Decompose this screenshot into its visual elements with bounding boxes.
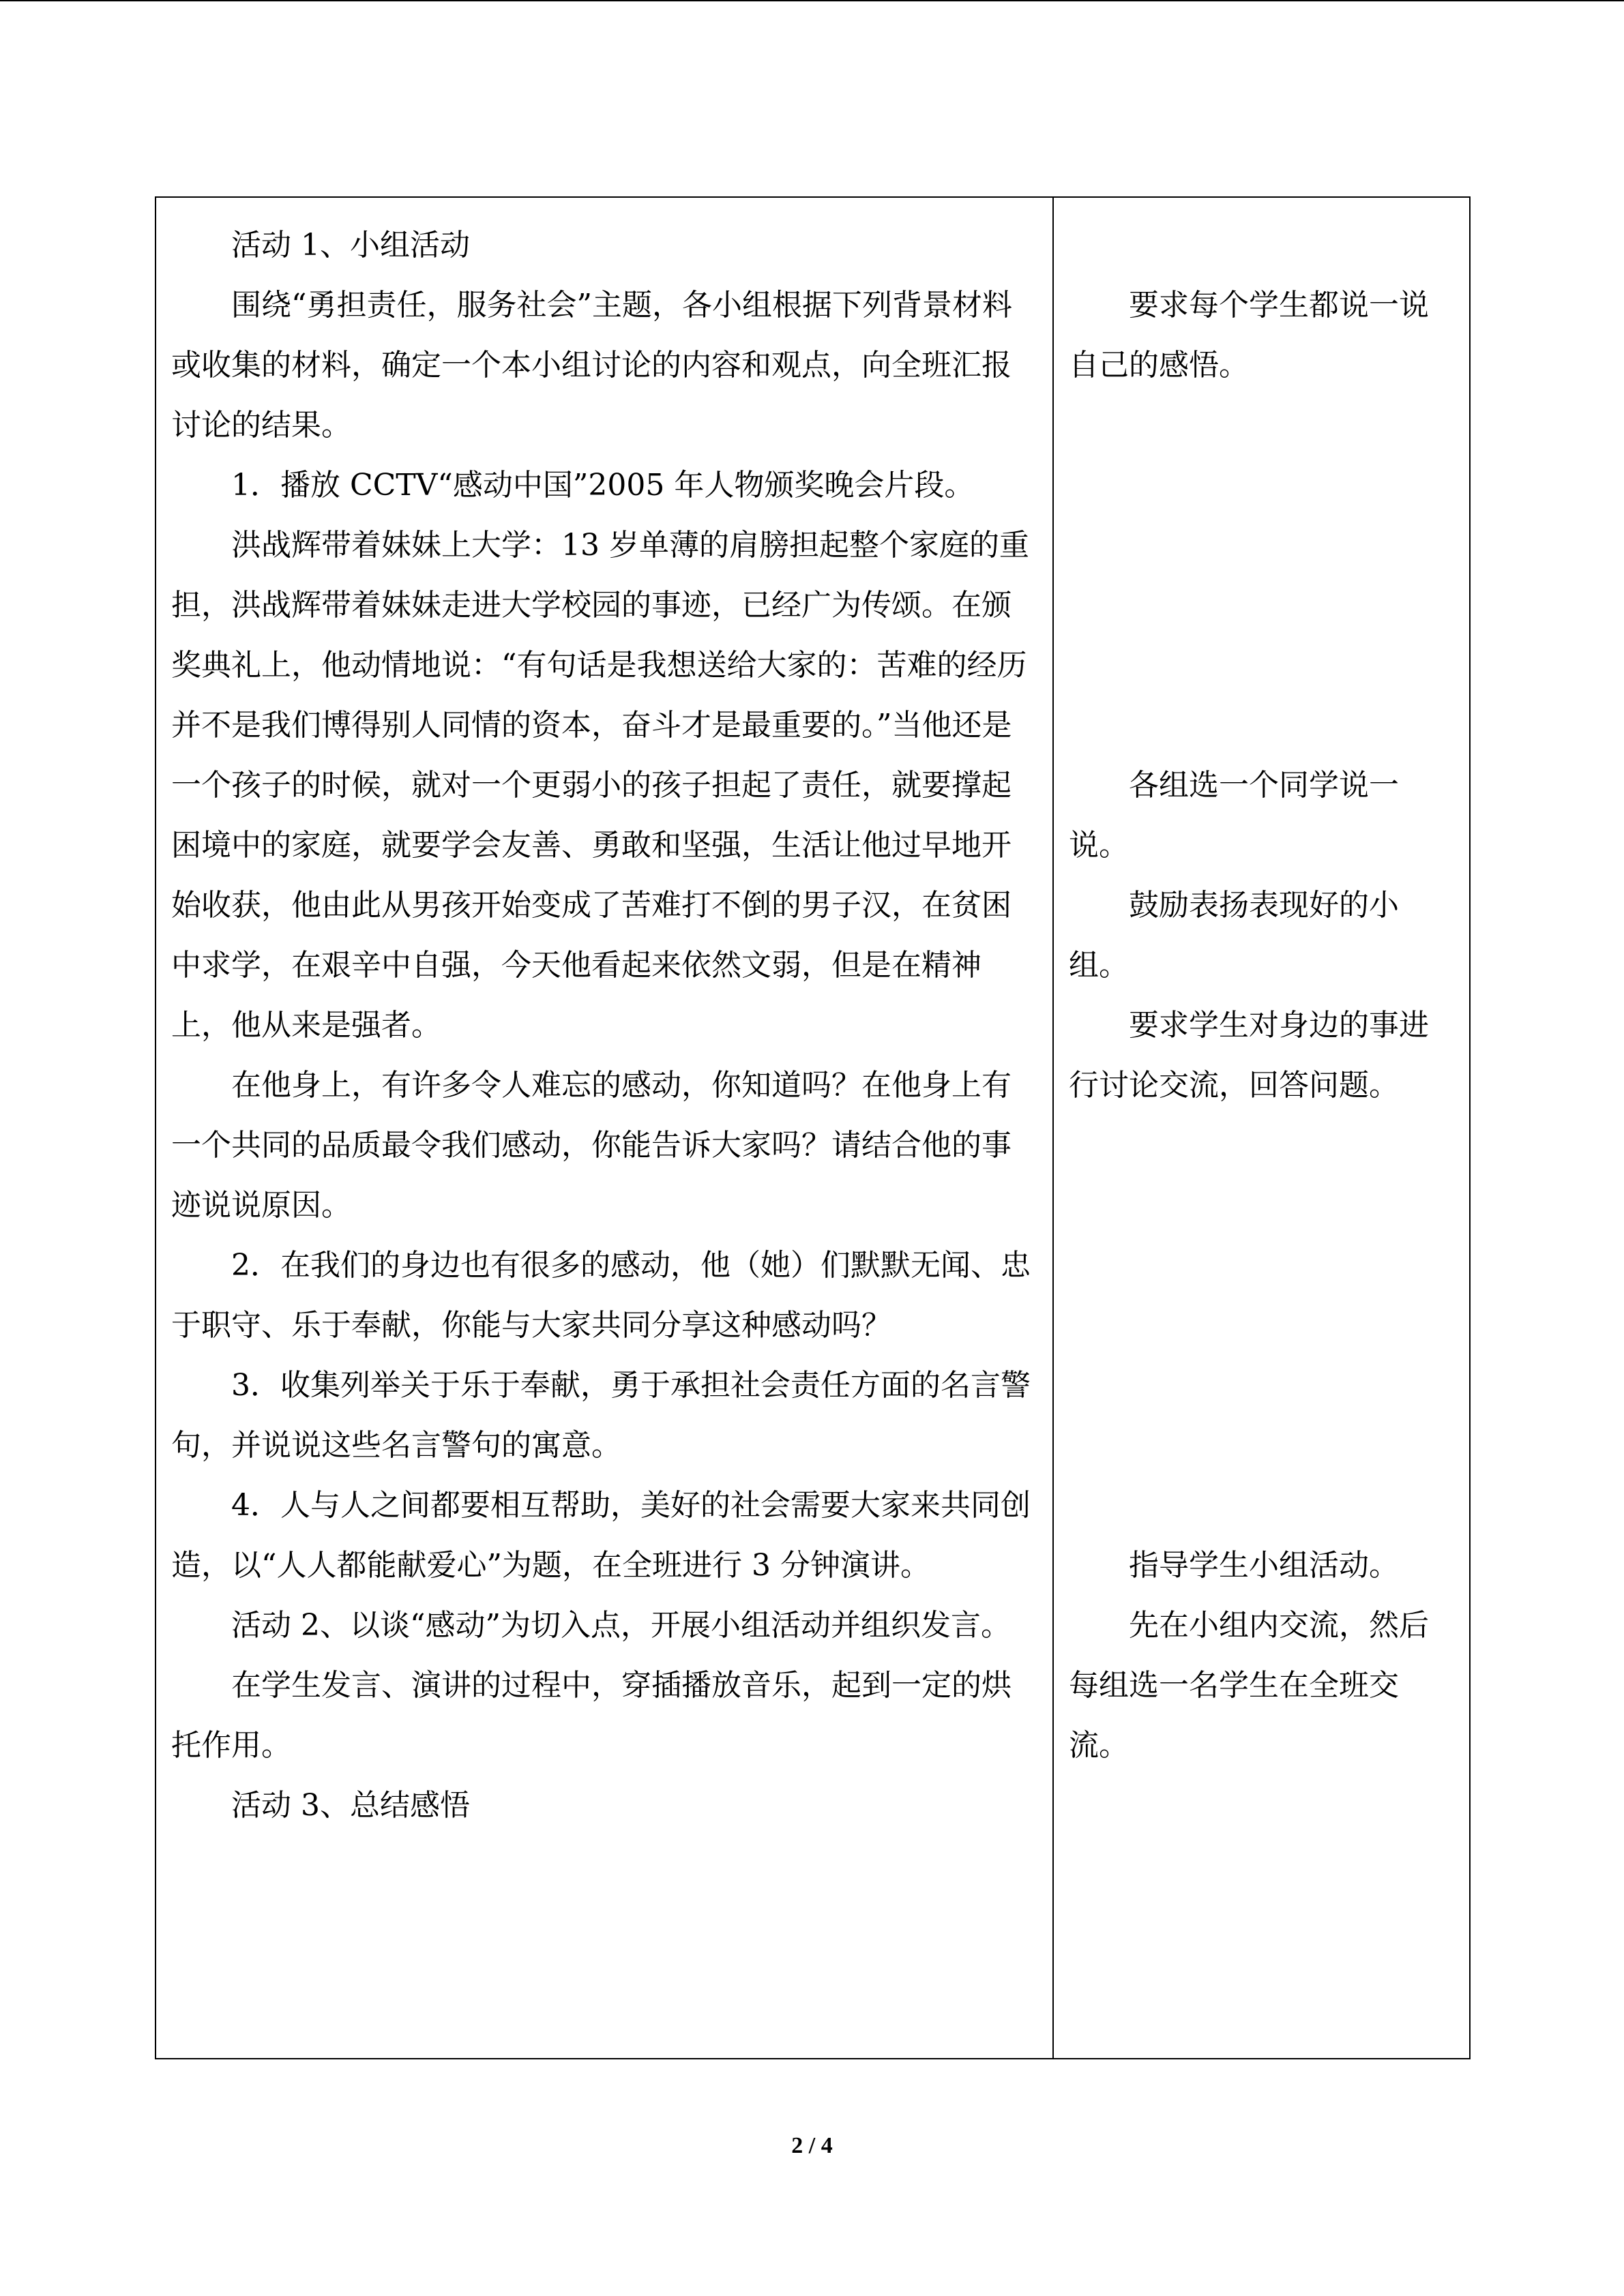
item-2-share: 2．在我们的身边也有很多的感动，他（她）们默默无闻、忠于职守、乐于奉献，你能与大家共同分享这种感动吗？: [171, 1248, 1031, 1343]
item-1-video: 1．播放 CCTV“感动中国”2005 年人物颁奖晚会片段。: [231, 468, 975, 503]
activity-1-heading: 活动 1、小组活动: [231, 228, 470, 263]
activity-3-heading: 活动 3、总结感悟: [231, 1788, 470, 1823]
note-guide-activity: 指导学生小组活动。: [1129, 1548, 1399, 1583]
story-paragraph: 洪战辉带着妹妹上大学：13 岁单薄的肩膀担起整个家庭的重担，洪战辉带着妹妹走进大学校园的事迹，已经广为传颂。在颁奖典礼上，他动情地说：“有句话是我想送给大家的：苦难的经历并不是我们博得别人同情的资本，奋斗才是最重要的。”当他还是一个孩子的时候，就对一个更弱小的孩子担起了责任，就要撑起困境中的家庭，就要学会友善、勇敢和坚强，生活让他过早地开始收获，他由此从男孩开始变成了苦难打不倒的男子汉，在贫困中求学，在艰辛中自强，今天他看起来依然文弱，但是在精神上，他从来是强者。: [171, 528, 1029, 1043]
spacer: [1069, 215, 1458, 275]
page-number: 2 / 4: [791, 2133, 833, 2158]
page-top-border: [0, 0, 1624, 1]
note-discuss: 要求学生对身边的事进行讨论交流，回答问题。: [1069, 1008, 1429, 1103]
note-each-group: 各组选一个同学说一说。: [1069, 768, 1399, 863]
activity-1-intro: 围绕“勇担责任，服务社会”主题，各小组根据下列背景材料或收集的材料，确定一个本小组讨论的内容和观点，向全班汇报讨论的结果。: [171, 288, 1012, 443]
activity-2-heading: 活动 2、以谈“感动”为切入点，开展小组活动并组织发言。: [231, 1608, 1011, 1643]
guidance-column: [1069, 215, 1458, 1776]
spacer: [1069, 1116, 1458, 1536]
column-divider: [1052, 198, 1054, 2058]
story-question: 在他身上，有许多令人难忘的感动，你知道吗？在他身上有一个共同的品质最令我们感动，你能告诉大家吗？请结合他的事迹说说原因。: [171, 1068, 1012, 1223]
activity-column: [171, 215, 1037, 1836]
note-every-student: 要求每个学生都说一说自己的感悟。: [1069, 288, 1429, 383]
spacer: [1069, 396, 1458, 756]
item-4-speech: 4．人与人之间都要相互帮助，美好的社会需要大家来共同创造，以“人人都能献爱心”为题，在全班进行 3 分钟演讲。: [171, 1488, 1031, 1583]
activity-2-music: 在学生发言、演讲的过程中，穿插播放音乐，起到一定的烘托作用。: [171, 1668, 1012, 1763]
item-3-quotes: 3．收集列举关于乐于奉献，勇于承担社会责任方面的名言警句，并说说这些名言警句的寓意。: [171, 1368, 1031, 1463]
lesson-table: [155, 196, 1471, 2059]
note-praise-group: 鼓励表扬表现好的小组。: [1069, 888, 1399, 983]
note-group-exchange: 先在小组内交流，然后每组选一名学生在全班交流。: [1069, 1608, 1429, 1763]
